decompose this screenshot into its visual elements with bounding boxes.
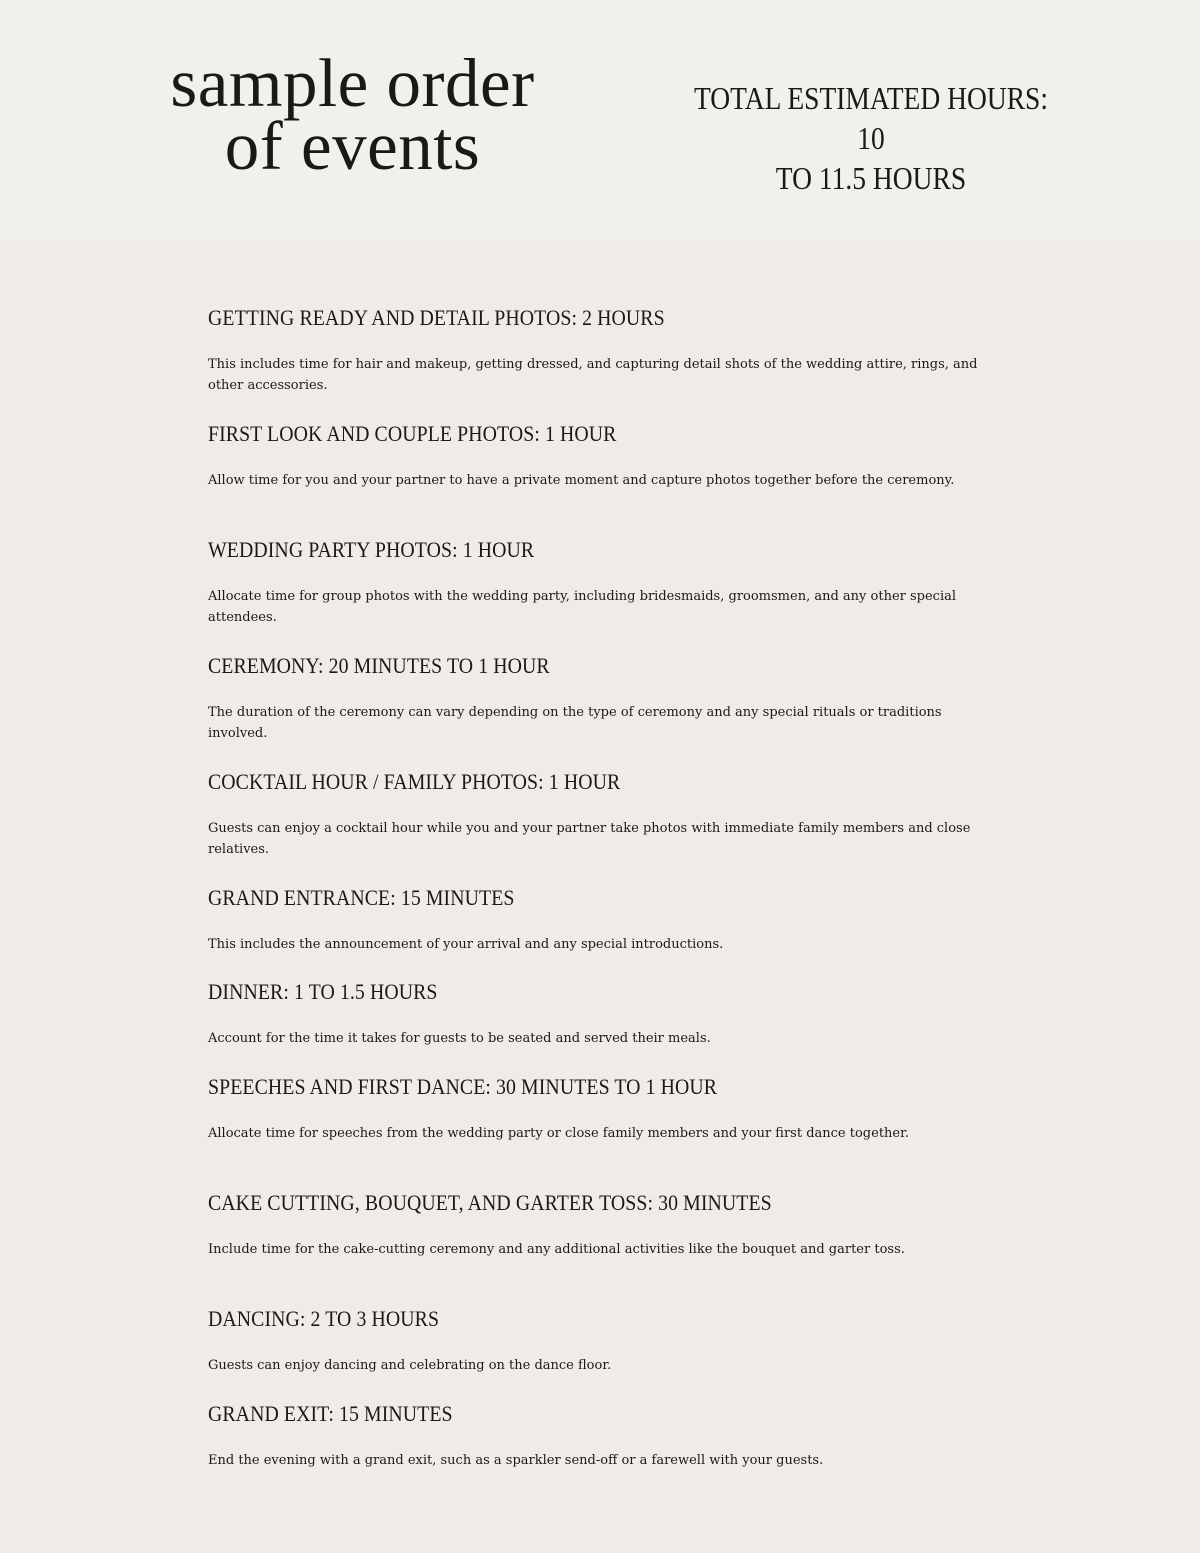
event-heading: DANCING: 2 TO 3 HOURS xyxy=(208,1306,440,1331)
event-heading: FIRST LOOK AND COUPLE PHOTOS: 1 HOUR xyxy=(208,421,617,446)
event-description: Allow time for you and your partner to have a private moment and capture photos together before the ceremony. xyxy=(208,473,955,488)
event-description: Guests can enjoy dancing and celebrating on the dance floor. xyxy=(208,1358,612,1373)
event-description: End the evening with a grand exit, such as a sparkler send-off or a farewell with your guests. xyxy=(208,1453,824,1468)
event-heading: WEDDING PARTY PHOTOS: 1 HOUR xyxy=(208,537,535,562)
event-description: Allocate time for speeches from the wedding party or close family members and your first dance together. xyxy=(208,1126,910,1141)
event-description: Account for the time it takes for guests to be seated and served their meals. xyxy=(208,1031,711,1046)
event-heading: CAKE CUTTING, BOUQUET, AND GARTER TOSS: 30 MINUTES xyxy=(208,1190,772,1215)
event-heading: COCKTAIL HOUR / FAMILY PHOTOS: 1 HOUR xyxy=(208,769,621,794)
event-description: This includes the announcement of your arrival and any special introductions. xyxy=(208,937,724,952)
event-description: Include time for the cake-cutting ceremony and any additional activities like the bouquet and garter toss. xyxy=(208,1242,905,1257)
event-description: Allocate time for group photos with the wedding party, including bridesmaids, groomsmen, and any other special attendees. xyxy=(208,589,957,625)
page-title xyxy=(120,45,585,184)
page-header xyxy=(0,0,1200,240)
page-title-line-2: of events xyxy=(224,108,481,184)
event-heading: CEREMONY: 20 MINUTES TO 1 HOUR xyxy=(208,653,550,678)
event-description: Guests can enjoy a cocktail hour while you and your partner take photos with immediate family members and close relatives. xyxy=(208,821,971,857)
total-hours-line-2: TO 11.5 HOURS xyxy=(775,160,967,196)
total-estimated-hours xyxy=(683,78,1060,198)
event-heading: DINNER: 1 TO 1.5 HOURS xyxy=(208,979,438,1004)
event-description: The duration of the ceremony can vary depending on the type of ceremony and any special rituals or traditions involved. xyxy=(208,705,942,741)
event-description: This includes time for hair and makeup, getting dressed, and capturing detail shots of the wedding attire, rings, and other accessories. xyxy=(208,357,978,393)
event-heading: GRAND ENTRANCE: 15 MINUTES xyxy=(208,885,515,910)
total-hours-line-1: TOTAL ESTIMATED HOURS: 10 xyxy=(693,80,1049,156)
event-heading: GETTING READY AND DETAIL PHOTOS: 2 HOURS xyxy=(208,305,665,330)
event-heading: SPEECHES AND FIRST DANCE: 30 MINUTES TO 1 HOUR xyxy=(208,1074,718,1099)
event-heading: GRAND EXIT: 15 MINUTES xyxy=(208,1401,453,1426)
page-title-line-1: sample order xyxy=(170,45,535,121)
